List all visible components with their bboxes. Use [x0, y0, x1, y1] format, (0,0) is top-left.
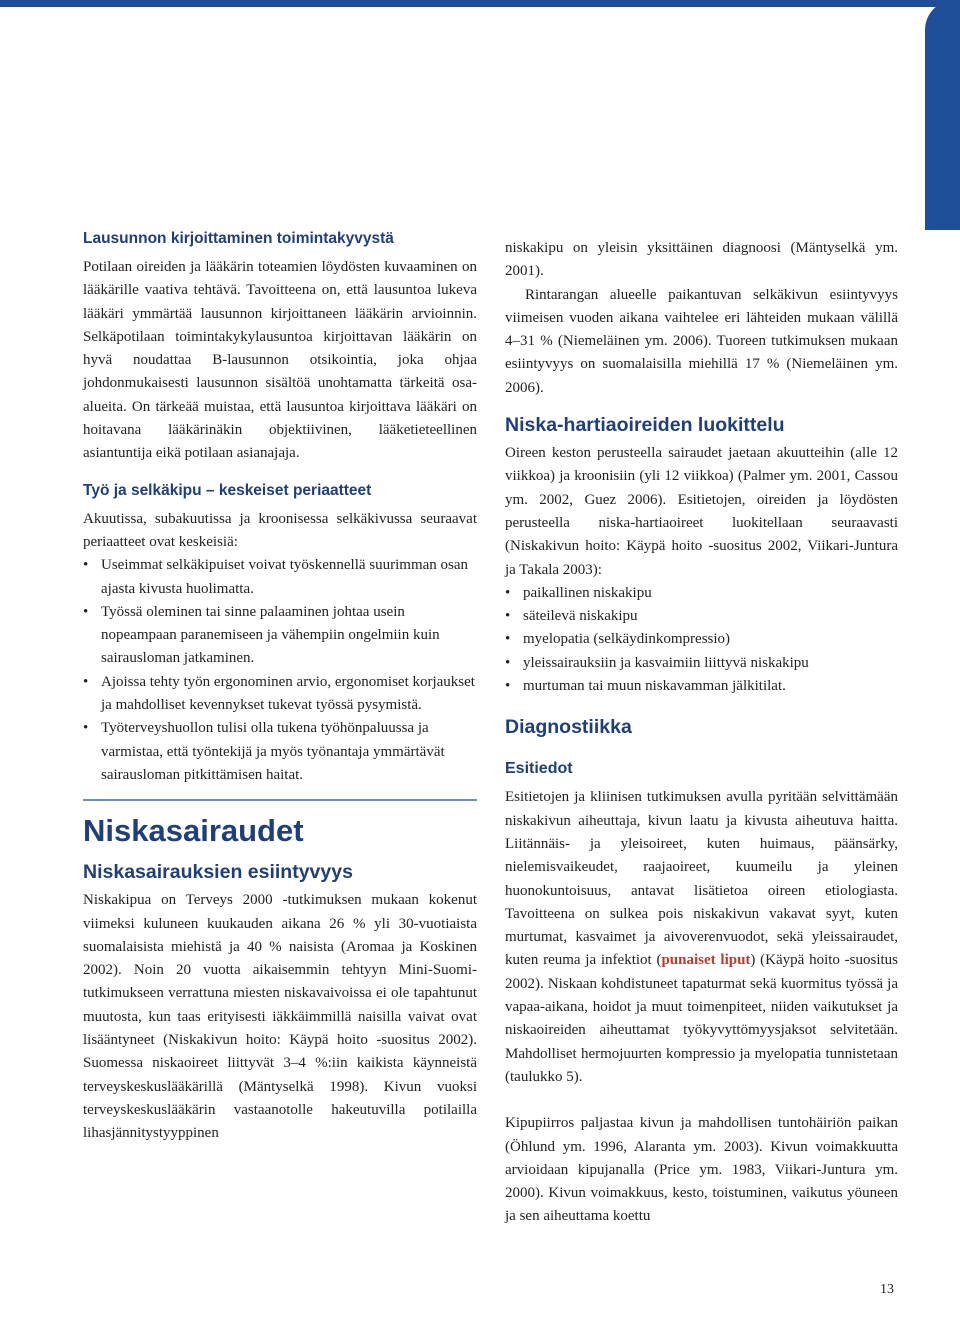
heading-esitiedot: Esitiedot [505, 760, 573, 778]
left-column [83, 228, 477, 1146]
list-item: • Työterveyshuollon tulisi olla tukena työhönpaluussa ja varmistaa, että työntekijä ja myös työnantaja ymmärtävät sairausloman pitkittämisen haitat. [83, 720, 445, 783]
paragraph-kipupiirros: Kipupiirros paljastaa kivun ja mahdollisen tuntohäiriön paikan (Öhlund ym. 1996, Alaranta ym. 2003). Kivun voimakkuutta arvioidaan kipujanalla (Price ym. 1983, Viikari-Juntura ym. 2000). Kivun voimakkuus, kesto, toistuminen, vaikutus yöuneen ja sen aiheuttama koettu [505, 1115, 898, 1225]
list-item: • murtuman tai muun niskavamman jälkitilat. [505, 678, 786, 695]
list-item: • yleissairauksiin ja kasvaimiin liittyvä niskakipu [505, 654, 809, 671]
list-item: • Useimmat selkäkipuiset voivat työskennellä suurimman osan ajasta kivusta huolimatta. [83, 557, 469, 597]
top-accent-bar [0, 0, 960, 7]
page-number: 13 [880, 1282, 894, 1297]
paragraph-continued: niskakipu on yleisin yksittäinen diagnoosi (Mäntyselkä ym. 2001). [505, 240, 898, 280]
heading-lausunnon-kirjoittaminen: Lausunnon kirjoittaminen toimintakyvystä [83, 230, 394, 247]
heading-diagnostiikka: Diagnostiikka [505, 716, 632, 739]
paragraph-esiintyvyys: Niskakipua on Terveys 2000 -tutkimuksen mukaan kokenut viimeksi kuluneen kuukauden aikana 26 % yli 30-vuotiaista suomalaisista miehistä ja 40 % naisista (Aromaa ja Koskinen 2002). Noin 20 vuotta aikaisemmin tehtyyn Mini-Suomi-tutkimukseen verrattuna miesten niskavaivoissa ei ole tapahtunut muutosta, kun taas erityisesti iäkkäimmillä naisilla vaivat ovat lisääntyneet (Niskakivun hoito: Käypä hoito -suositus 2002). Suomessa niskaoireet liittyvät 3–4 %:iin kaikista käynneistä terveyskeskuslääkärillä (Mäntyselkä 1998). Kivun vuoksi terveyskeskuslääkärin vastaanotolle hakeutuvilla potilailla lihasjännitystyyppinen [83, 892, 477, 1142]
list-item: • Työssä oleminen tai sinne palaaminen johtaa usein nopeampaan paranemiseen ja vähempiin ongelmiin kuin sairausloman jatkaminen. [83, 603, 440, 667]
heading-niskasairauksien-esiintyvyys: Niskasairauksien esiintyvyys [83, 861, 353, 884]
list-item: • paikallinen niskakipu [505, 584, 652, 601]
punaiset-liput-highlight: punaiset liput [661, 952, 751, 969]
luokittelu-bullet-list [505, 582, 898, 698]
paragraph-esitiedot: Esitietojen ja kliinisen tutkimuksen avulla pyritään selvittämään niskakivun aiheuttaja, kivun laatu ja kivusta aiheutuva haitta. Liitännäis- ja yleisoireet, kuten huimaus, päänsärky, nielemisvaikeudet, raajaoireet, kuumeilu ja yleinen huonokuntoisuus, antavat lisätietoa oireen etiologiasta. Tavoitteena on sulkea pois niskakivun vakavat syyt, kuten murtumat, kasvaimet ja aivoverenvuodot, sekä yleissairaudet, kuten reuma ja infektiot (punaiset liput) (Käypä hoito -suositus 2002). Niskaan kohdistuneet tapaturmat sekä kuormitus työssä ja vapaa-aikana, hoidot ja muut toimenpiteet, niiden vaikutukset ja niskaoireiden aiheuttamat työkyvyttömyysjaksot selvitetään. Mahdolliset hermojuurten kompressio ja myelopatia tunnistetaan (taulukko 5). [505, 789, 898, 1085]
paragraph-rintaranka: Rintarangan alueelle paikantuvan selkäkivun esiintyvyys viimeisen vuoden aikana vaihtelee eri lähteiden mukaan välillä 4–31 % (Niemeläinen ym. 2006). Tuoreen tutkimuksen mukaan esiintyvyys on suomalaisilla miehillä 17 % (Niemeläinen ym. 2006). [505, 286, 898, 396]
tyo-bullet-list [83, 554, 477, 787]
paragraph-luokittelu: Oireen keston perusteella sairaudet jaetaan akuutteihin (alle 12 viikkoa) ja kroonisiin (yli 12 viikkoa) (Palmer ym. 2001, Cassou ym. 2002, Guez 2006). Esitietojen, oireiden ja löydösten perusteella niska-hartiaoireet luokitellaan seuraavasti (Niskakivun hoito: Käypä hoito -suositus 2002, Viikari-Juntura ja Takala 2003): [505, 445, 898, 578]
list-item: • myelopatia (selkäydinkompressio) [505, 631, 731, 648]
list-item: • Ajoissa tehty työn ergonominen arvio, ergonomiset korjaukset ja mahdolliset kevennykset tukevat työssä pysymistä. [83, 673, 475, 714]
list-item: • säteilevä niskakipu [505, 608, 638, 625]
heading-luokittelu: Niska-hartiaoireiden luokittelu [505, 414, 785, 437]
heading-tyo-ja-selkakipu: Työ ja selkäkipu – keskeiset periaatteet [83, 481, 372, 499]
paragraph-lausunto: Potilaan oireiden ja lääkärin toteamien löydösten kuvaaminen on lääkärille vaativa tehtävä. Tavoitteena on, että lausuntoa lukeva lääkäri ymmärtää lausunnon kirjoittaneen lääkärin arvioinnin. Selkäpotilaan toimintakykylausuntoa kirjoittavan lääkärin on hyvä noudattaa B-lausunnon otsikointia, joka ohjaa johdonmukaisesti lausunnon sisältöä unohtamatta tärkeitä osa-alueita. On tärkeää muistaa, että lausuntoa kirjoittava lääkäri on hoitavana lääkärinäkin objektiivinen, lääketieteellinen asiantuntija eikä potilaan asianajaja. [83, 259, 477, 462]
section-title-niskasairaudet: Niskasairaudet [83, 813, 304, 849]
section-divider [83, 799, 477, 801]
right-column [505, 237, 898, 1229]
page-edge-tab [925, 0, 960, 230]
paragraph-tyo-intro: Akuutissa, subakuutissa ja kroonisessa selkäkivussa seuraavat periaatteet ovat keskeisiä: [83, 510, 477, 550]
